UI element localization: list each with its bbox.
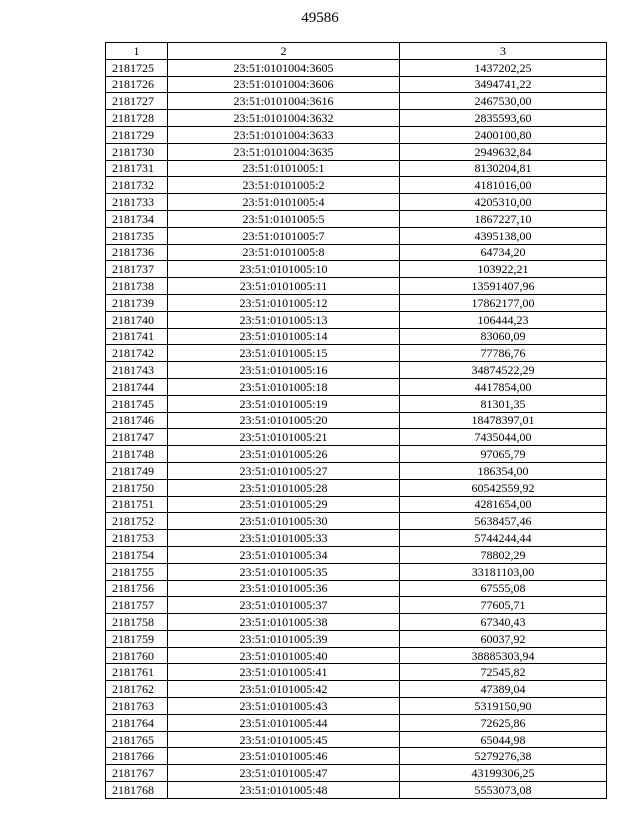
row-number-cell: 2181746 bbox=[106, 412, 168, 429]
table-row bbox=[106, 530, 607, 547]
cadastral-value-cell: 4281654,00 bbox=[400, 496, 607, 513]
cadastral-value-cell: 77786,76 bbox=[400, 345, 607, 362]
table-row bbox=[106, 395, 607, 412]
cadastral-number-cell: 23:51:0101005:5 bbox=[168, 210, 400, 227]
row-number-cell: 2181747 bbox=[106, 429, 168, 446]
cadastral-number-cell: 23:51:0101005:34 bbox=[168, 546, 400, 563]
cadastral-number-cell: 23:51:0101005:15 bbox=[168, 345, 400, 362]
row-number-cell: 2181731 bbox=[106, 160, 168, 177]
table-row bbox=[106, 160, 607, 177]
cadastral-value-cell: 17862177,00 bbox=[400, 294, 607, 311]
table-row bbox=[106, 278, 607, 295]
row-number-cell: 2181751 bbox=[106, 496, 168, 513]
cadastral-number-cell: 23:51:0101005:36 bbox=[168, 580, 400, 597]
cadastral-value-cell: 103922,21 bbox=[400, 261, 607, 278]
table-row bbox=[106, 110, 607, 127]
cadastral-value-cell: 67555,08 bbox=[400, 580, 607, 597]
cadastral-number-cell: 23:51:0101005:1 bbox=[168, 160, 400, 177]
cadastral-number-cell: 23:51:0101005:7 bbox=[168, 227, 400, 244]
cadastral-value-cell: 2400100,80 bbox=[400, 126, 607, 143]
cadastral-number-cell: 23:51:0101004:3635 bbox=[168, 143, 400, 160]
cadastral-number-cell: 23:51:0101005:44 bbox=[168, 714, 400, 731]
row-number-cell: 2181729 bbox=[106, 126, 168, 143]
cadastral-number-cell: 23:51:0101005:14 bbox=[168, 328, 400, 345]
table-row bbox=[106, 496, 607, 513]
table-row bbox=[106, 513, 607, 530]
row-number-cell: 2181758 bbox=[106, 614, 168, 631]
table-row bbox=[106, 412, 607, 429]
cadastral-value-cell: 4417854,00 bbox=[400, 378, 607, 395]
row-number-cell: 2181743 bbox=[106, 362, 168, 379]
row-number-cell: 2181739 bbox=[106, 294, 168, 311]
cadastral-value-cell: 2835593,60 bbox=[400, 110, 607, 127]
cadastral-value-cell: 43199306,25 bbox=[400, 765, 607, 782]
cadastral-value-cell: 60037,92 bbox=[400, 630, 607, 647]
column-header-1: 1 bbox=[106, 43, 168, 60]
row-number-cell: 2181767 bbox=[106, 765, 168, 782]
table-row bbox=[106, 93, 607, 110]
cadastral-number-cell: 23:51:0101005:19 bbox=[168, 395, 400, 412]
cadastral-value-cell: 5744244,44 bbox=[400, 530, 607, 547]
table-row bbox=[106, 328, 607, 345]
row-number-cell: 2181760 bbox=[106, 647, 168, 664]
row-number-cell: 2181745 bbox=[106, 395, 168, 412]
cadastral-value-cell: 5279276,38 bbox=[400, 748, 607, 765]
cadastral-number-cell: 23:51:0101005:46 bbox=[168, 748, 400, 765]
row-number-cell: 2181768 bbox=[106, 782, 168, 799]
cadastral-value-cell: 67340,43 bbox=[400, 614, 607, 631]
row-number-cell: 2181752 bbox=[106, 513, 168, 530]
table-row bbox=[106, 748, 607, 765]
cadastral-number-cell: 23:51:0101004:3633 bbox=[168, 126, 400, 143]
cadastral-number-cell: 23:51:0101005:28 bbox=[168, 479, 400, 496]
column-header-3: 3 bbox=[400, 43, 607, 60]
row-number-cell: 2181755 bbox=[106, 563, 168, 580]
table-row bbox=[106, 194, 607, 211]
table-row bbox=[106, 362, 607, 379]
cadastral-value-cell: 34874522,29 bbox=[400, 362, 607, 379]
cadastral-number-cell: 23:51:0101005:30 bbox=[168, 513, 400, 530]
cadastral-value-cell: 5319150,90 bbox=[400, 698, 607, 715]
cadastral-number-cell: 23:51:0101005:37 bbox=[168, 597, 400, 614]
row-number-cell: 2181725 bbox=[106, 59, 168, 76]
row-number-cell: 2181730 bbox=[106, 143, 168, 160]
table-row bbox=[106, 597, 607, 614]
row-number-cell: 2181764 bbox=[106, 714, 168, 731]
table-row bbox=[106, 563, 607, 580]
table-row bbox=[106, 177, 607, 194]
cadastral-number-cell: 23:51:0101004:3605 bbox=[168, 59, 400, 76]
table-row bbox=[106, 462, 607, 479]
cadastral-value-cell: 8130204,81 bbox=[400, 160, 607, 177]
cadastral-value-cell: 5638457,46 bbox=[400, 513, 607, 530]
cadastral-value-cell: 78802,29 bbox=[400, 546, 607, 563]
table-row bbox=[106, 210, 607, 227]
column-header-2: 2 bbox=[168, 43, 400, 60]
row-number-cell: 2181734 bbox=[106, 210, 168, 227]
table-header bbox=[106, 43, 607, 60]
cadastral-value-cell: 65044,98 bbox=[400, 731, 607, 748]
cadastral-value-cell: 13591407,96 bbox=[400, 278, 607, 295]
table-row bbox=[106, 681, 607, 698]
row-number-cell: 2181742 bbox=[106, 345, 168, 362]
table-row bbox=[106, 614, 607, 631]
table-row bbox=[106, 479, 607, 496]
table-row bbox=[106, 698, 607, 715]
table-row bbox=[106, 126, 607, 143]
table-row bbox=[106, 294, 607, 311]
row-number-cell: 2181749 bbox=[106, 462, 168, 479]
cadastral-value-cell: 97065,79 bbox=[400, 446, 607, 463]
cadastral-value-cell: 186354,00 bbox=[400, 462, 607, 479]
cadastral-number-cell: 23:51:0101004:3632 bbox=[168, 110, 400, 127]
cadastral-value-cell: 72545,82 bbox=[400, 664, 607, 681]
cadastral-value-cell: 4395138,00 bbox=[400, 227, 607, 244]
cadastral-number-cell: 23:51:0101005:43 bbox=[168, 698, 400, 715]
cadastral-number-cell: 23:51:0101005:42 bbox=[168, 681, 400, 698]
cadastral-value-cell: 38885303,94 bbox=[400, 647, 607, 664]
cadastral-number-cell: 23:51:0101005:48 bbox=[168, 782, 400, 799]
table-row bbox=[106, 378, 607, 395]
row-number-cell: 2181762 bbox=[106, 681, 168, 698]
cadastral-number-cell: 23:51:0101004:3606 bbox=[168, 76, 400, 93]
row-number-cell: 2181733 bbox=[106, 194, 168, 211]
row-number-cell: 2181761 bbox=[106, 664, 168, 681]
cadastral-number-cell: 23:51:0101005:11 bbox=[168, 278, 400, 295]
table-row bbox=[106, 59, 607, 76]
table-row bbox=[106, 765, 607, 782]
cadastral-number-cell: 23:51:0101005:41 bbox=[168, 664, 400, 681]
cadastral-number-cell: 23:51:0101005:47 bbox=[168, 765, 400, 782]
cadastral-value-cell: 33181103,00 bbox=[400, 563, 607, 580]
cadastral-value-cell: 18478397,01 bbox=[400, 412, 607, 429]
cadastral-number-cell: 23:51:0101005:16 bbox=[168, 362, 400, 379]
cadastral-number-cell: 23:51:0101004:3616 bbox=[168, 93, 400, 110]
row-number-cell: 2181759 bbox=[106, 630, 168, 647]
row-number-cell: 2181738 bbox=[106, 278, 168, 295]
table-row bbox=[106, 782, 607, 799]
cadastral-number-cell: 23:51:0101005:38 bbox=[168, 614, 400, 631]
cadastral-number-cell: 23:51:0101005:18 bbox=[168, 378, 400, 395]
cadastral-number-cell: 23:51:0101005:29 bbox=[168, 496, 400, 513]
row-number-cell: 2181748 bbox=[106, 446, 168, 463]
cadastral-number-cell: 23:51:0101005:21 bbox=[168, 429, 400, 446]
table-row bbox=[106, 714, 607, 731]
cadastral-value-cell: 64734,20 bbox=[400, 244, 607, 261]
cadastral-number-cell: 23:51:0101005:20 bbox=[168, 412, 400, 429]
table-row bbox=[106, 261, 607, 278]
cadastral-number-cell: 23:51:0101005:45 bbox=[168, 731, 400, 748]
cadastral-value-cell: 2467530,00 bbox=[400, 93, 607, 110]
table-row bbox=[106, 429, 607, 446]
row-number-cell: 2181765 bbox=[106, 731, 168, 748]
table-row bbox=[106, 630, 607, 647]
row-number-cell: 2181741 bbox=[106, 328, 168, 345]
cadastral-number-cell: 23:51:0101005:39 bbox=[168, 630, 400, 647]
cadastral-number-cell: 23:51:0101005:26 bbox=[168, 446, 400, 463]
table-row bbox=[106, 345, 607, 362]
cadastral-number-cell: 23:51:0101005:35 bbox=[168, 563, 400, 580]
table-row bbox=[106, 311, 607, 328]
row-number-cell: 2181766 bbox=[106, 748, 168, 765]
cadastral-number-cell: 23:51:0101005:12 bbox=[168, 294, 400, 311]
cadastral-number-cell: 23:51:0101005:10 bbox=[168, 261, 400, 278]
cadastral-number-cell: 23:51:0101005:8 bbox=[168, 244, 400, 261]
cadastral-value-cell: 72625,86 bbox=[400, 714, 607, 731]
cadastral-value-cell: 47389,04 bbox=[400, 681, 607, 698]
cadastral-value-cell: 7435044,00 bbox=[400, 429, 607, 446]
cadastral-value-cell: 81301,35 bbox=[400, 395, 607, 412]
table-row bbox=[106, 731, 607, 748]
cadastral-number-cell: 23:51:0101005:40 bbox=[168, 647, 400, 664]
row-number-cell: 2181754 bbox=[106, 546, 168, 563]
cadastral-value-cell: 5553073,08 bbox=[400, 782, 607, 799]
cadastral-value-table bbox=[105, 42, 607, 799]
cadastral-number-cell: 23:51:0101005:4 bbox=[168, 194, 400, 211]
cadastral-number-cell: 23:51:0101005:27 bbox=[168, 462, 400, 479]
page-number: 49586 bbox=[301, 10, 339, 26]
cadastral-value-cell: 1867227,10 bbox=[400, 210, 607, 227]
row-number-cell: 2181744 bbox=[106, 378, 168, 395]
row-number-cell: 2181732 bbox=[106, 177, 168, 194]
cadastral-number-cell: 23:51:0101005:13 bbox=[168, 311, 400, 328]
cadastral-value-cell: 4205310,00 bbox=[400, 194, 607, 211]
cadastral-value-cell: 1437202,25 bbox=[400, 59, 607, 76]
row-number-cell: 2181727 bbox=[106, 93, 168, 110]
cadastral-number-cell: 23:51:0101005:33 bbox=[168, 530, 400, 547]
row-number-cell: 2181726 bbox=[106, 76, 168, 93]
row-number-cell: 2181736 bbox=[106, 244, 168, 261]
table-row bbox=[106, 143, 607, 160]
row-number-cell: 2181735 bbox=[106, 227, 168, 244]
table-row bbox=[106, 580, 607, 597]
table-row bbox=[106, 546, 607, 563]
table-row bbox=[106, 446, 607, 463]
header-row bbox=[106, 43, 607, 60]
cadastral-value-cell: 83060,09 bbox=[400, 328, 607, 345]
table-row bbox=[106, 76, 607, 93]
row-number-cell: 2181757 bbox=[106, 597, 168, 614]
cadastral-value-cell: 106444,23 bbox=[400, 311, 607, 328]
cadastral-number-cell: 23:51:0101005:2 bbox=[168, 177, 400, 194]
table-row bbox=[106, 244, 607, 261]
cadastral-value-cell: 77605,71 bbox=[400, 597, 607, 614]
cadastral-value-cell: 2949632,84 bbox=[400, 143, 607, 160]
row-number-cell: 2181737 bbox=[106, 261, 168, 278]
row-number-cell: 2181728 bbox=[106, 110, 168, 127]
cadastral-value-cell: 3494741,22 bbox=[400, 76, 607, 93]
cadastral-value-cell: 60542559,92 bbox=[400, 479, 607, 496]
row-number-cell: 2181753 bbox=[106, 530, 168, 547]
row-number-cell: 2181763 bbox=[106, 698, 168, 715]
row-number-cell: 2181756 bbox=[106, 580, 168, 597]
table-row bbox=[106, 227, 607, 244]
table-row bbox=[106, 647, 607, 664]
cadastral-value-cell: 4181016,00 bbox=[400, 177, 607, 194]
table-row bbox=[106, 664, 607, 681]
row-number-cell: 2181750 bbox=[106, 479, 168, 496]
table-body bbox=[106, 59, 607, 798]
row-number-cell: 2181740 bbox=[106, 311, 168, 328]
